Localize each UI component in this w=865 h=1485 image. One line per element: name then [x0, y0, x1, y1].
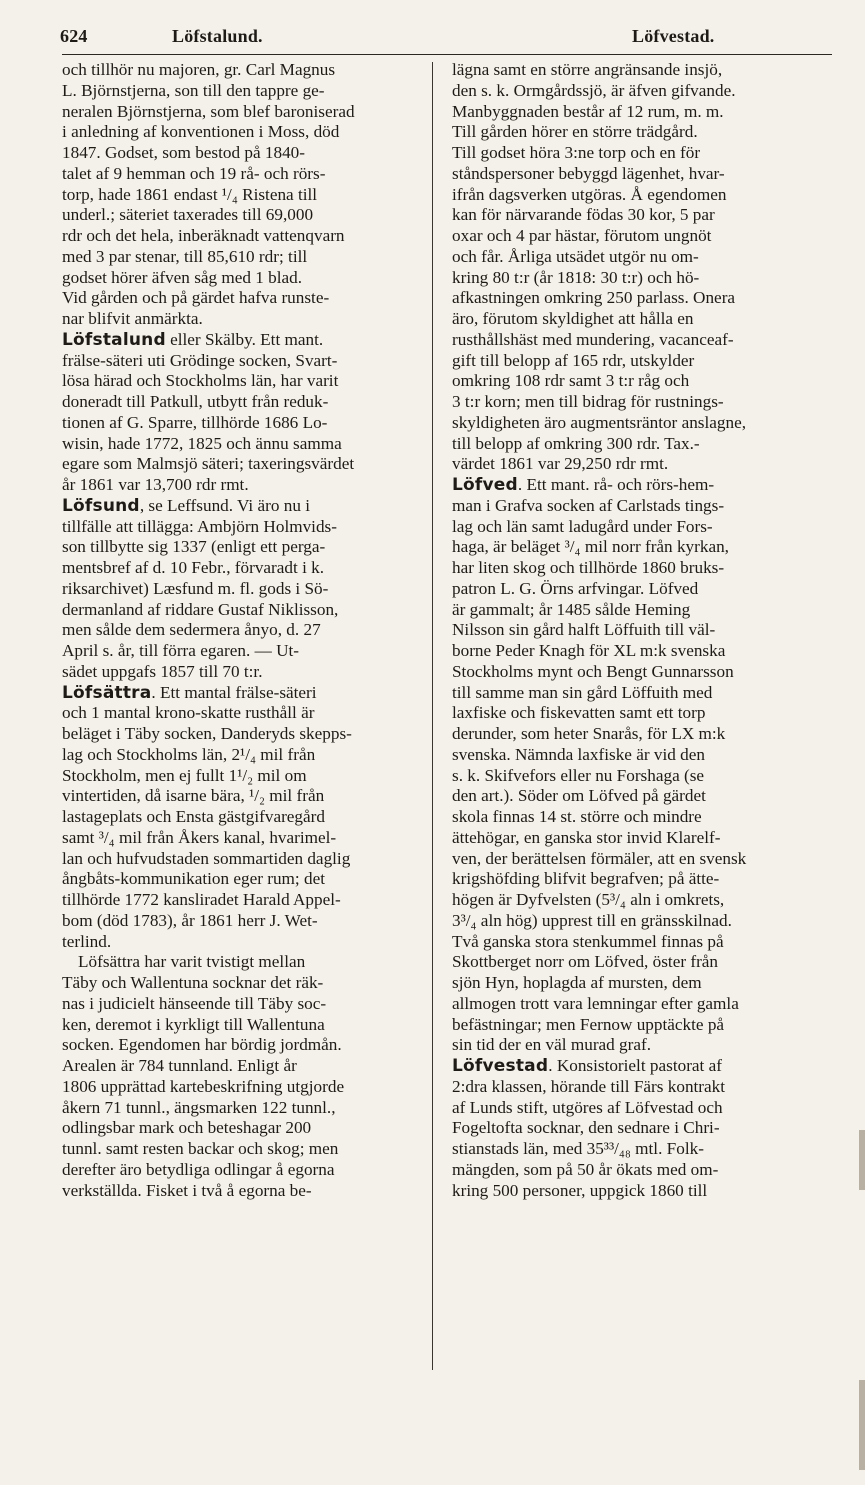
text-line: [452, 849, 814, 870]
line-text: af Lunds stift, utgöres af Löfvestad och: [452, 1097, 723, 1117]
text-line: [452, 600, 814, 621]
line-text: har liten skog och tillhörde 1860 bruks-: [452, 558, 725, 577]
line-text: Vid gården och på gärdet hafva runste-: [62, 288, 330, 308]
text-line: [62, 185, 424, 206]
page-number: 624: [60, 26, 88, 46]
left-column: [62, 60, 424, 1201]
text-line: [452, 288, 814, 309]
text-line: [452, 392, 814, 413]
line-text: befästningar; men Fernow upptäckte på: [452, 1014, 725, 1034]
text-line: [62, 164, 424, 185]
line-text: Nilsson sin gård halft Löffuith till väl-: [452, 620, 716, 640]
line-text: år 1861 var 13,700 rdr rmt.: [62, 475, 249, 494]
text-line: [62, 973, 424, 994]
line-text: ättehögar, en ganska stor invid Klarelf-: [452, 827, 721, 847]
text-line: [452, 1160, 814, 1181]
line-text: 3 t:r korn; men till bidrag för rustnings-: [452, 392, 724, 411]
line-text: den art.). Söder om Löfved på gärdet: [452, 786, 706, 806]
line-text: stianstads län, med 35³³/₄₈ mtl. Folk-: [452, 1139, 704, 1158]
text-line: [62, 268, 424, 289]
text-line: [62, 828, 424, 849]
text-line: [452, 973, 814, 994]
line-text: derunder, som heter Snarås, för LX m:k: [452, 724, 726, 743]
text-line: [62, 1160, 424, 1181]
text-line: [452, 620, 814, 641]
text-line: [62, 81, 424, 102]
line-text: men sålde dem sedermera ånyo, d. 27: [62, 620, 321, 640]
line-text: borne Peder Knagh för XL m:k svenska: [452, 641, 726, 660]
text-line: [452, 1098, 814, 1119]
text-line: [62, 620, 424, 641]
text-line: [452, 164, 814, 185]
text-line: [62, 537, 424, 558]
line-text: lösa härad och Stockholms län, har varit: [62, 371, 339, 391]
text-line: [62, 952, 424, 973]
text-line: [452, 60, 814, 81]
text-line: [62, 1181, 424, 1202]
text-line: [62, 807, 424, 828]
text-line: [62, 413, 424, 434]
line-text: sjön Hyn, hoplagda af mursten, dem: [452, 973, 702, 992]
entry-headword: Löfstalund: [62, 329, 166, 350]
line-text: talet af 9 hemman och 19 rå- och rörs-: [62, 163, 326, 183]
text-line: [62, 122, 424, 143]
line-text: och får. Årliga utsädet utgör nu om-: [452, 246, 699, 266]
running-head: [60, 26, 825, 56]
text-line: [62, 434, 424, 455]
text-line: [62, 371, 424, 392]
text-line: [62, 247, 424, 268]
text-line: [452, 268, 814, 289]
line-text: kring 80 t:r (år 1818: 30 t:r) och hö-: [452, 267, 700, 287]
line-text: . Konsistorielt pastorat af: [548, 1056, 722, 1075]
text-line: [62, 641, 424, 662]
text-line: [452, 143, 814, 164]
line-text: verkställda. Fisket i två å egorna be-: [62, 1180, 312, 1200]
line-text: ifrån dagsverken utgöras. Å egendomen: [452, 184, 727, 204]
line-text: rusthållshäst med mundering, vacanceaf-: [452, 329, 734, 349]
line-text: är gammalt; år 1485 sålde Heming: [452, 599, 691, 619]
text-line: [62, 786, 424, 807]
text-line: [452, 807, 814, 828]
line-text: lägna samt en större angränsande insjö,: [452, 60, 723, 79]
text-line: [62, 1077, 424, 1098]
line-text: Två ganska stora stenkummel finnas på: [452, 931, 724, 951]
line-text: 1806 upprättad kartebeskrifning utgjorde: [62, 1076, 345, 1096]
text-line: [452, 786, 814, 807]
line-text: terlind.: [62, 931, 112, 951]
text-line: [452, 517, 814, 538]
line-text: sin tid der en väl murad graf.: [452, 1035, 652, 1055]
line-text: Fogeltofta socknar, den sednare i Chri-: [452, 1118, 720, 1138]
line-text: Arealen är 784 tunnland. Enligt år: [62, 1056, 297, 1075]
text-line: [62, 579, 424, 600]
text-line: [62, 288, 424, 309]
text-line: [62, 205, 424, 226]
entry-headword: Löfvestad: [452, 1056, 549, 1076]
text-line: [452, 434, 814, 455]
text-line: [62, 226, 424, 247]
text-line: [452, 371, 814, 392]
line-text: högen är Dyfvelsten (5³/₄ aln i omkrets,: [452, 890, 725, 909]
text-line: [452, 703, 814, 724]
text-line: [62, 309, 424, 330]
line-text: odlingsbar mark och beteshagar 200: [62, 1118, 312, 1138]
entry-headword: Löfsund: [62, 495, 140, 516]
text-line: [452, 911, 814, 932]
line-text: kring 500 personer, uppgick 1860 till: [452, 1180, 708, 1200]
text-line: [452, 454, 814, 475]
text-line: [452, 205, 814, 226]
line-text: ståndspersoner bebyggd lägenhet, hvar-: [452, 163, 725, 183]
text-line: [452, 952, 814, 973]
line-text: ångbåts-kommunikation eger rum; det: [62, 869, 325, 889]
line-text: ken, deremot i kyrkligt till Wallentuna: [62, 1014, 325, 1034]
line-text: Stockholms mynt och Bengt Gunnarsson: [452, 661, 734, 681]
text-line: [452, 683, 814, 704]
line-text: rdr och det hela, inberäknadt vattenqvarn: [62, 226, 345, 245]
text-line: [452, 330, 814, 351]
line-text: skola finnas 14 st. större och mindre: [452, 807, 702, 826]
line-text: mängden, som på 50 år ökats med om-: [452, 1159, 719, 1179]
right-column: [452, 60, 814, 1201]
text-line: [452, 1015, 814, 1036]
line-text: haga, är beläget ³/₄ mil norr från kyrkan,: [452, 537, 729, 557]
text-line: [452, 994, 814, 1015]
line-text: godset hörer äfven såg med 1 blad.: [62, 267, 303, 287]
line-text: 3³/₄ aln hög) upprest till en gränsskilnad.: [452, 910, 732, 930]
line-text: underl.; säteriet taxerades till 69,000: [62, 205, 314, 225]
text-line: [62, 600, 424, 621]
line-text: skyldigheten äro augmentsräntor anslagne,: [452, 412, 747, 432]
line-text: den s. k. Ormgårdssjö, är äfven gifvande.: [452, 80, 736, 100]
line-text: omkring 108 rdr samt 3 t:r råg och: [452, 371, 690, 391]
text-line: [452, 932, 814, 953]
line-text: värdet 1861 var 29,250 rdr rmt.: [452, 454, 669, 474]
text-line: [62, 558, 424, 579]
line-text: vintertiden, då isarne bära, ¹/₂ mil från: [62, 786, 325, 806]
line-text: lag och län samt ladugård under Fors-: [452, 516, 713, 536]
text-line: [452, 1035, 814, 1056]
line-text: derefter äro betydliga odlingar å egorna: [62, 1159, 335, 1179]
line-text: riksarchivet) Læsfund m. fl. gods i Sö-: [62, 578, 329, 598]
line-text: eller Skälby. Ett mant.: [165, 329, 324, 349]
text-line: [62, 392, 424, 413]
entry-headword: Löfsättra: [62, 682, 152, 703]
line-text: lag och Stockholms län, 2¹/₄ mil från: [62, 744, 316, 764]
text-line: [62, 1056, 424, 1077]
line-text: oxar och 4 par hästar, förutom ungnöt: [452, 226, 712, 245]
header-rule: [62, 54, 832, 55]
line-text: till belopp af omkring 300 rdr. Tax.-: [452, 433, 700, 453]
text-line: [452, 81, 814, 102]
text-line: [62, 60, 424, 81]
line-text: beläget i Täby socken, Danderyds skepps-: [62, 724, 352, 743]
line-text: Skottberget norr om Löfved, öster från: [452, 952, 719, 972]
line-text: 2:dra klassen, hörande till Färs kontrakt: [452, 1076, 726, 1096]
text-line: [452, 309, 814, 330]
line-text: Täby och Wallentuna socknar det räk-: [62, 973, 324, 992]
line-text: egare som Malmsjö säteri; taxeringsvärdet: [62, 454, 355, 474]
entry-headword: Löfved: [452, 475, 518, 495]
text-line: [62, 724, 424, 745]
line-text: Stockholm, men ej fullt 1¹/₂ mil om: [62, 765, 307, 785]
line-text: nas i judicielt hänseende till Täby soc-: [62, 993, 327, 1013]
text-line: [62, 766, 424, 787]
text-line: [452, 413, 814, 434]
text-line: [452, 1077, 814, 1098]
line-text: wisin, hade 1772, 1825 och ännu samma: [62, 433, 342, 453]
line-text: . Ett mant. rå- och rörs-hem-: [517, 475, 715, 494]
text-line: [62, 351, 424, 372]
line-text: i anledning af konventionen i Moss, död: [62, 122, 340, 142]
line-text: Till godset höra 3:ne torp och en för: [452, 143, 701, 162]
line-text: s. k. Skifvefors eller nu Forshaga (se: [452, 765, 705, 785]
text-line: [452, 890, 814, 911]
text-line: [452, 558, 814, 579]
line-text: son tillbytte sig 1337 (enligt ett perga-: [62, 537, 326, 557]
text-line: [62, 330, 424, 351]
text-line: [62, 1118, 424, 1139]
text-line: [452, 102, 814, 123]
text-line: [62, 496, 424, 517]
line-text: ven, der berättelsen förmäler, att en svensk: [452, 848, 747, 868]
text-line: [452, 122, 814, 143]
text-line: [452, 662, 814, 683]
line-text: afkastningen omkring 250 parlass. Onera: [452, 288, 736, 308]
text-line: [452, 1118, 814, 1139]
text-line: [452, 766, 814, 787]
line-text: tillfälle att tillägga: Ambjörn Holmvids-: [62, 516, 337, 536]
line-text: gift till belopp af 165 rdr, utskylder: [452, 350, 695, 370]
text-line: [62, 143, 424, 164]
text-line: [62, 662, 424, 683]
line-text: tillhörde 1772 kansliradet Harald Appel-: [62, 890, 341, 909]
line-text: patron L. G. Örns arfvingar. Löfved: [452, 578, 699, 598]
line-text: doneradt till Patkull, utbytt från reduk-: [62, 392, 329, 411]
text-line: [62, 911, 424, 932]
text-line: [62, 683, 424, 704]
text-line: [452, 745, 814, 766]
line-text: till samme man sin gård Löffuith med: [452, 682, 713, 702]
column-divider: [432, 62, 433, 1370]
line-text: frälse-säteri uti Grödinge socken, Svart-: [62, 350, 338, 370]
line-text: , se Leffsund. Vi äro nu i: [139, 495, 310, 515]
line-text: lastageplats och Ensta gästgifvaregård: [62, 807, 325, 826]
text-line: [62, 1098, 424, 1119]
text-line: [62, 932, 424, 953]
line-text: samt ³/₄ mil från Åkers kanal, hvarimel-: [62, 827, 337, 847]
text-line: [452, 869, 814, 890]
line-text: och tillhör nu majoren, gr. Carl Magnus: [62, 60, 336, 79]
text-line: [452, 828, 814, 849]
text-line: [62, 1035, 424, 1056]
text-line: [62, 703, 424, 724]
text-line: [452, 247, 814, 268]
line-text: . Ett mantal frälse-säteri: [151, 682, 317, 702]
text-line: [452, 351, 814, 372]
line-text: och 1 mantal krono-skatte rusthåll är: [62, 703, 315, 723]
text-line: [62, 454, 424, 475]
line-text: kan för närvarande födas 30 kor, 5 par: [452, 205, 715, 225]
line-text: socken. Egendomen har bördig jordmån.: [62, 1035, 342, 1055]
line-text: tionen af G. Sparre, tillhörde 1686 Lo-: [62, 412, 328, 432]
text-line: [62, 102, 424, 123]
line-text: mentsbref af d. 10 Febr., förvaradt i k.: [62, 558, 325, 577]
text-line: [452, 1139, 814, 1160]
line-text: Till gården hörer en större trädgård.: [452, 122, 698, 142]
text-line: [452, 475, 814, 496]
line-text: äro, förutom skyldighet att hålla en: [452, 309, 694, 328]
text-line: [452, 496, 814, 517]
line-text: krigshöfding blifvit begrafven; på ätte-: [452, 869, 720, 889]
line-text: åkern 71 tunnl., ängsmarken 122 tunnl.,: [62, 1097, 336, 1117]
text-line: [452, 579, 814, 600]
text-line: [452, 1056, 814, 1077]
text-line: [62, 1139, 424, 1160]
line-text: tunnl. samt resten backar och skog; men: [62, 1139, 339, 1158]
text-line: [452, 724, 814, 745]
line-text: 1847. Godset, som bestod på 1840-: [62, 143, 305, 162]
text-line: [452, 537, 814, 558]
running-head-right-title: Löfvestad.: [632, 26, 715, 46]
line-text: med 3 par stenar, till 85,610 rdr; till: [62, 246, 308, 266]
line-text: bom (död 1783), år 1861 herr J. Wet-: [62, 910, 318, 930]
text-line: [62, 890, 424, 911]
line-text: L. Björnstjerna, son till den tappre ge-: [62, 80, 325, 100]
text-line: [62, 517, 424, 538]
text-line: [452, 641, 814, 662]
line-text: Löfsättra har varit tvistigt mellan: [78, 952, 306, 972]
running-head-left-title: Löfstalund.: [172, 26, 263, 46]
text-line: [62, 869, 424, 890]
line-text: allmogen trott vara lemningar efter gamla: [452, 993, 739, 1013]
text-line: [62, 745, 424, 766]
line-text: Manbyggnaden består af 12 rum, m. m.: [452, 101, 724, 121]
text-line: [62, 1015, 424, 1036]
text-line: [62, 475, 424, 496]
text-line: [62, 994, 424, 1015]
page-edge-shadow: [859, 1130, 865, 1190]
page-edge-shadow: [859, 1380, 865, 1470]
text-line: [452, 1181, 814, 1202]
line-text: sädet uppgafs 1857 till 70 t:r.: [62, 661, 263, 681]
line-text: svenska. Nämnda laxfiske är vid den: [452, 744, 705, 764]
line-text: lan och hufvudstaden sommartiden daglig: [62, 848, 351, 868]
line-text: dermanland af riddare Gustaf Niklisson,: [62, 599, 339, 619]
line-text: laxfiske och fiskevatten samt ett torp: [452, 703, 706, 723]
text-line: [452, 226, 814, 247]
text-line: [452, 185, 814, 206]
line-text: neralen Björnstjerna, som blef baroniserad: [62, 101, 355, 121]
line-text: man i Grafva socken af Carlstads tings-: [452, 495, 725, 515]
line-text: torp, hade 1861 endast ¹/₄ Ristena till: [62, 184, 318, 204]
line-text: nar blifvit anmärkta.: [62, 309, 203, 328]
line-text: April s. år, till förra egaren. — Ut-: [62, 641, 299, 660]
text-line: [62, 849, 424, 870]
